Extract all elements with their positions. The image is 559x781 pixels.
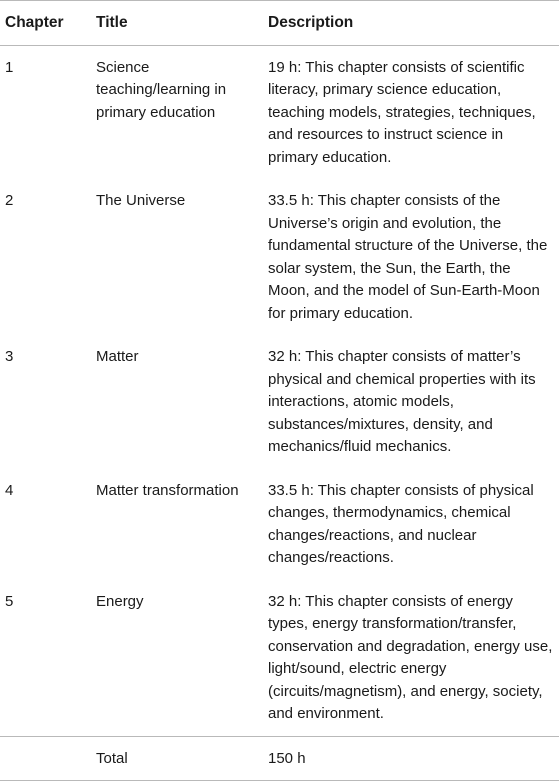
chapter-description: 33.5 h: This chapter consists of physical changes, thermodynamics, chemical changes/reactions, and nuclear changes/reactions.	[268, 481, 534, 566]
table-body	[0, 45, 559, 781]
header-chapter: Chapter	[5, 14, 64, 31]
chapter-number: 2	[5, 192, 14, 209]
table-row	[0, 580, 559, 737]
chapter-title: The Universe	[96, 192, 186, 209]
chapter-title: Science teaching/learning in primary education	[96, 58, 227, 121]
chapter-description: 19 h: This chapter consists of scientific literacy, primary science education, teaching models, strategies, techniques, and resources to instruct science in primary education.	[268, 58, 536, 166]
chapter-description: 32 h: This chapter consists of energy types, energy transformation/transfer, conservation and degradation, energy use, light/sound, electric energy (circuits/magnetism), and energy, society, and environment.	[268, 592, 553, 722]
chapter-title: Matter transformation	[96, 481, 239, 499]
table-row	[0, 335, 559, 469]
chapter-number: 4	[5, 481, 14, 499]
header-row	[0, 1, 559, 46]
total-empty-cell	[0, 736, 94, 781]
table-row	[0, 179, 559, 335]
chapter-description: 33.5 h: This chapter consists of the Universe’s origin and evolution, the fundamental structure of the Universe, the solar system, the Sun, the Earth, the Moon, and the model of Sun-Earth-Moon for primary education.	[268, 192, 548, 322]
chapter-number: 1	[5, 58, 14, 76]
chapter-description: 32 h: This chapter consists of matter’s physical and chemical properties with its interactions, atomic models, substances/mixtures, density, and mechanics/fluid mechanics.	[268, 348, 536, 455]
total-value: 150 h	[268, 749, 306, 767]
header-description: Description	[268, 14, 354, 31]
header-title: Title	[96, 14, 128, 31]
table-row	[0, 469, 559, 580]
chapter-title: Energy	[96, 592, 144, 610]
chapter-number: 5	[5, 592, 14, 610]
chapter-number: 3	[5, 348, 14, 365]
table-row	[0, 45, 559, 179]
total-label: Total	[96, 749, 128, 767]
total-row	[0, 736, 559, 781]
chapter-title: Matter	[96, 348, 139, 365]
table-header	[0, 1, 559, 46]
